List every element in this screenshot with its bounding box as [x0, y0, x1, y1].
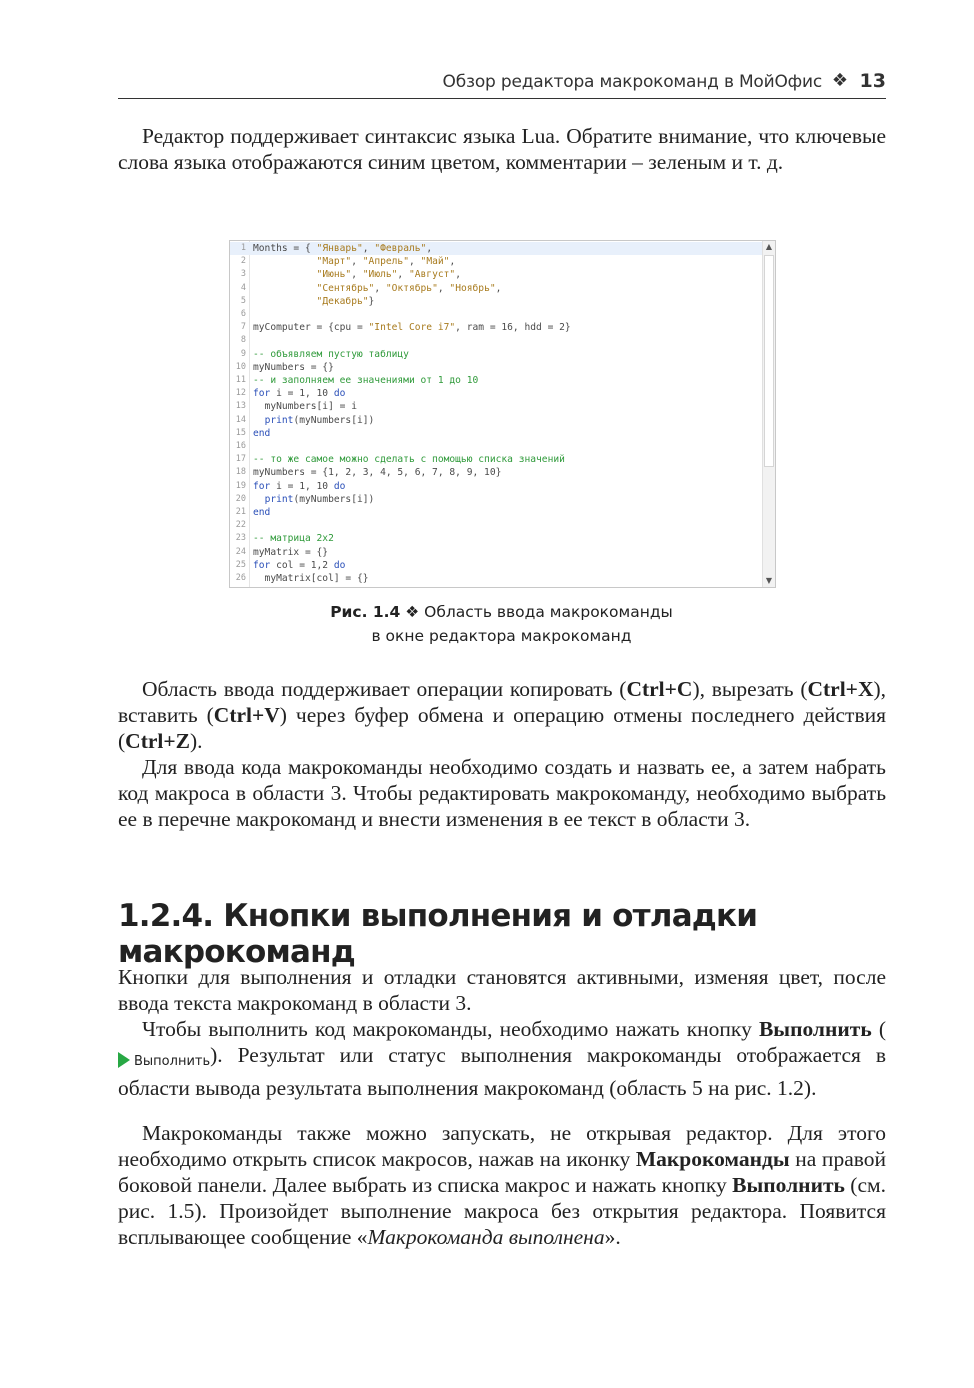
code-line: [230, 268, 476, 281]
code-text: "Сентябрь", "Октябрь", "Ноябрь",: [316, 282, 502, 294]
code-line: [230, 440, 476, 453]
line-number: 22: [235, 520, 246, 531]
figure-caption: [229, 600, 774, 648]
section-heading: 1.2.4. Кнопки выполнения и отладки макрокоманд: [118, 898, 758, 970]
line-number: 25: [235, 559, 246, 570]
line-number: 13: [235, 401, 246, 412]
line-number: 9: [240, 348, 246, 359]
code-text: -- матрица 2x2: [253, 533, 334, 545]
line-number: 5: [240, 295, 246, 306]
line-number: 8: [240, 335, 246, 346]
line-number: 15: [235, 427, 246, 438]
code-text: "Март", "Апрель", "Май",: [316, 256, 456, 268]
code-line: [230, 400, 476, 413]
scroll-down-icon: ▼: [765, 576, 773, 585]
code-editor-figure: [229, 240, 776, 588]
code-text: for col = 1,2 do: [253, 559, 346, 571]
code-line: [230, 334, 476, 347]
code-line: [230, 559, 476, 572]
line-number: 11: [235, 375, 246, 385]
caption-label: Рис. 1.4: [330, 603, 401, 621]
code-text: "Декабрь"}: [316, 295, 375, 307]
running-header-title: Обзор редактора макрокоманд в МойОфис: [442, 72, 822, 92]
paragraph-buttons-active: Кнопки для выполнения и отладки становятся активными, изменяя цвет, после ввода текста макрокоманд в области 3.: [118, 965, 886, 1015]
line-number: 10: [235, 361, 246, 372]
scrollbar-thumb: [764, 255, 774, 467]
line-number: 20: [235, 493, 246, 504]
code-text: myNumbers = {}: [253, 361, 334, 373]
line-number: 6: [240, 309, 246, 319]
page-number: 13: [859, 70, 886, 92]
code-text: for i = 1, 10 do: [253, 480, 346, 492]
line-number: 21: [235, 507, 246, 517]
code-text: end: [253, 507, 271, 518]
line-number: 23: [235, 533, 246, 544]
line-number: 7: [240, 322, 246, 333]
code-text: print(myNumbers[i]): [264, 414, 375, 426]
code-line: [230, 466, 502, 479]
caption-ornament-icon: ❖: [405, 603, 420, 621]
line-number: 26: [235, 573, 246, 583]
code-text: -- то же самое можно сделать с помощью списка значений: [253, 454, 565, 466]
play-icon: [118, 1052, 130, 1068]
code-text: myMatrix = {}: [253, 546, 329, 558]
code-text: print(myNumbers[i]): [264, 493, 375, 505]
code-text: myMatrix[col] = {}: [253, 573, 369, 584]
run-button-inline: Выполнить: [118, 1049, 210, 1075]
running-header: [118, 68, 886, 99]
code-line: [230, 282, 502, 295]
line-number: 24: [235, 546, 246, 557]
code-line: [230, 532, 476, 545]
paragraph-clipboard: Область ввода поддерживает операции копировать (Ctrl+C), вырезать (Ctrl+X), вставить (Ctrl+V) через буфер обмена и операцию отмены последнего действия (Ctrl+Z).: [118, 677, 887, 753]
code-line: [230, 387, 476, 400]
code-text: -- и заполняем ее значениями от 1 до 10: [253, 375, 479, 386]
code-line: [230, 308, 476, 321]
code-text: myComputer = {cpu = "Intel Core i7", ram = 16, hdd = 2}: [253, 322, 571, 334]
caption-line2: в окне редактора макрокоманд: [371, 627, 632, 645]
editor-scrollbar: [762, 241, 775, 587]
code-line: [230, 480, 476, 493]
code-area: [230, 241, 763, 587]
line-number: 16: [235, 441, 246, 451]
caption-line1: Область ввода макрокоманды: [424, 603, 673, 621]
code-text: myNumbers[i] = i: [253, 401, 357, 413]
code-line: [230, 374, 479, 387]
code-line: [230, 414, 476, 427]
line-number: 12: [235, 388, 246, 399]
line-number: 2: [240, 256, 246, 267]
code-line: [230, 519, 476, 532]
code-line: [230, 427, 476, 440]
line-number: 1: [240, 243, 246, 253]
code-text: myNumbers = {1, 2, 3, 4, 5, 6, 7, 8, 9, 10}: [253, 467, 502, 479]
code-line: [230, 506, 476, 519]
code-line: [230, 361, 476, 374]
paragraph-create-macro: Для ввода кода макрокоманды необходимо создать и назвать ее, а затем набрать код макроса в области 3. Чтобы редактировать макрокоманду, необходимо выбрать ее в перечне макрокоманд и внести изменения в ее текст в области 3.: [118, 755, 886, 831]
code-line: [230, 321, 571, 334]
line-number: 4: [240, 282, 246, 293]
paragraph-run-without-editor: Макрокоманды также можно запускать, не открывая редактор. Для этого необходимо открыть список макросов, нажав на иконку Макрокоманды на правой боковой панели. Далее выбрать из списка макрос и нажать кнопку Выполнить (см. рис. 1.5). Произойдет выполнение макроса без открытия редактора. Появится всплывающее сообщение «Макрокоманда выполнена».: [118, 1121, 886, 1249]
paragraph-run-code: Чтобы выполнить код макрокоманды, необходимо нажать кнопку Выполнить (Выполнить). Результат или статус выполнения макрокоманды отображается в области вывода результата выполнения макрокоманд (область 5 на рис. 1.2).: [118, 1017, 886, 1100]
code-text: end: [253, 427, 271, 439]
ornament-icon: ❖: [831, 70, 848, 91]
code-line: [230, 242, 763, 255]
line-number: 14: [235, 414, 246, 425]
code-text: -- объявляем пустую таблицу: [253, 348, 409, 360]
code-text: Months = { "Январь", "Февраль",: [253, 243, 433, 254]
line-number: 3: [240, 269, 246, 280]
line-number: 17: [235, 454, 246, 465]
code-line: [230, 493, 476, 506]
line-number: 19: [235, 480, 246, 491]
scroll-up-icon: ▲: [765, 242, 773, 251]
code-line: [230, 295, 476, 308]
code-line: [230, 546, 476, 559]
code-text: "Июнь", "Июль", "Август",: [316, 269, 461, 281]
code-line: [230, 255, 476, 268]
code-line: [230, 348, 476, 361]
code-line: [230, 572, 476, 585]
code-text: for i = 1, 10 do: [253, 388, 346, 400]
paragraph-lua-syntax: Редактор поддерживает синтаксис языка Lua. Обратите внимание, что ключевые слова языка отображаются синим цветом, комментарии – зеленым и т. д.: [118, 124, 886, 174]
code-line: [230, 453, 565, 466]
line-number: 18: [235, 467, 246, 478]
